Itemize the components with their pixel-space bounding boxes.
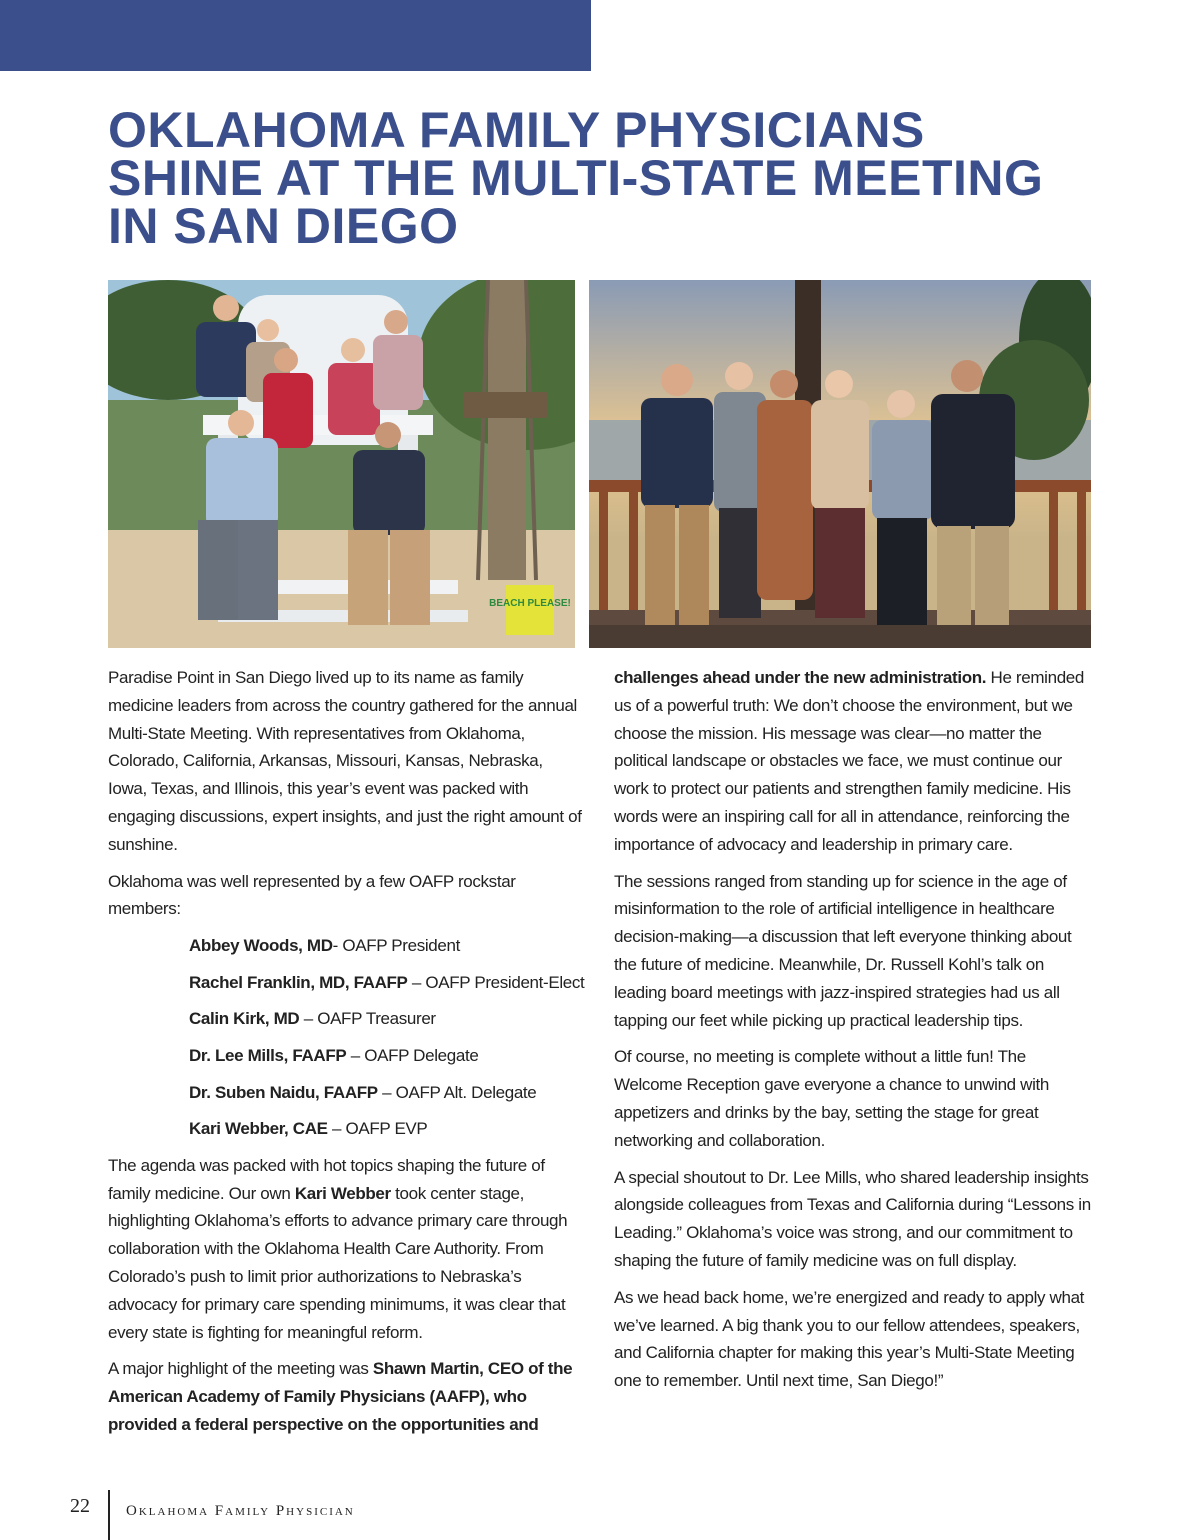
paragraph-reception: Of course, no meeting is complete without a little fun! The Welcome Reception gave everyone a chance to unwind with appetizers and drinks by the bay, setting the stage for great networking and collaboration.	[614, 1047, 1049, 1150]
list-item	[189, 932, 586, 960]
paragraph-highlight-start	[108, 1355, 586, 1438]
list-item	[189, 1005, 586, 1033]
member-role: – OAFP President-Elect	[407, 972, 585, 992]
title-line-1: OKLAHOMA FAMILY PHYSICIANS	[108, 102, 925, 158]
beach-chair-illustration	[108, 280, 575, 648]
list-item	[189, 1079, 586, 1107]
agenda-text-a: The agenda was packed with hot topics shaping the future of family medicine. Our own	[108, 1155, 545, 1203]
sunset-deck-illustration	[589, 280, 1091, 648]
title-line-2: SHINE AT THE MULTI-STATE MEETING	[108, 150, 1044, 206]
article-title	[108, 102, 1044, 254]
footer-divider	[108, 1490, 110, 1540]
member-name: Dr. Lee Mills, FAAFP	[189, 1045, 347, 1065]
group-photo-sunset-deck	[589, 280, 1091, 648]
paragraph-sessions: The sessions ranged from standing up for science in the age of misinformation to the role of artificial intelligence in healthcare decision-making—a discussion that left everyone thinking about the future of medicine. Meanwhile, Dr. Russell Kohl’s talk on leading board meetings with jazz-inspired strategies had us all tapping our feet while picking up practical leadership tips.	[614, 871, 1072, 1030]
member-name: Kari Webber, CAE	[189, 1119, 328, 1139]
beach-please-sign: BEACH PLEASE!	[489, 598, 571, 609]
list-item	[189, 1042, 586, 1070]
member-list	[108, 932, 586, 1143]
member-role: – OAFP Alt. Delegate	[377, 1082, 537, 1102]
page-number: 22	[70, 1495, 90, 1517]
highlight-text-a: A major highlight of the meeting was	[108, 1359, 373, 1379]
member-role: – OAFP Delegate	[346, 1045, 479, 1065]
title-line-3: IN SAN DIEGO	[108, 198, 459, 254]
paragraph-agenda	[108, 1152, 586, 1347]
member-role: – OAFP EVP	[327, 1119, 428, 1139]
list-item	[189, 1115, 586, 1143]
member-name: Calin Kirk, MD	[189, 1009, 300, 1029]
member-name: Abbey Woods, MD	[189, 936, 333, 956]
magazine-name: Oklahoma Family Physician	[126, 1503, 355, 1519]
member-name: Dr. Suben Naidu, FAAFP	[189, 1082, 378, 1102]
agenda-text-c: took center stage, highlighting Oklahoma’s efforts to advance primary care through collaboration with the Oklahoma Health Care Authority. From Colorado’s push to limit prior authorizations to Nebraska’s advocacy for primary care spending minimums, it was clear that every state is fighting for meaningful reform.	[108, 1183, 568, 1342]
agenda-name-bold: Kari Webber	[294, 1183, 391, 1203]
article-column-left	[108, 664, 586, 1448]
list-item	[189, 969, 586, 997]
highlight-text-c: He reminded us of a powerful truth: We don’t choose the environment, but we choose the mission. His message was clear—no matter the political landscape or obstacles we face, we must continue our work to protect our patients and strengthen family medicine. His words were an inspiring call for all in attendance, reinforcing the importance of advocacy and leadership in primary care.	[614, 668, 1085, 854]
article-column-right	[614, 664, 1094, 1404]
highlight-bold-right: challenges ahead under the new administration.	[614, 668, 987, 687]
paragraph-highlight-continued	[614, 664, 1094, 859]
group-photo-beach-chair	[108, 280, 575, 648]
paragraph-intro: Paradise Point in San Diego lived up to its name as family medicine leaders from across the country gathered for the annual Multi-State Meeting. With representatives from Oklahoma, Colorado, California, Arkansas, Missouri, Kansas, Nebraska, Iowa, Texas, and Illinois, this year’s event was packed with engaging discussions, expert insights, and just the right amount of sunshine.	[108, 668, 582, 854]
paragraph-closing: As we head back home, we’re energized and ready to apply what we’ve learned. A big thank you to our fellow attendees, speakers, and California chapter for making this year’s Multi-State Meeting one to remember. Until next time, San Diego!”	[614, 1287, 1085, 1391]
member-role: – OAFP Treasurer	[299, 1009, 436, 1029]
paragraph-shoutout: A special shoutout to Dr. Lee Mills, who shared leadership insights alongside colleagues from Texas and California during “Lessons in Leading.” Oklahoma’s voice was strong, and our commitment to shaping the future of family medicine was on full display.	[614, 1167, 1091, 1270]
header-accent-bar	[0, 0, 591, 71]
paragraph-members-intro: Oklahoma was well represented by a few OAFP rockstar members:	[108, 871, 516, 919]
member-role: - OAFP President	[332, 936, 460, 956]
highlight-bold-left: Shawn Martin, CEO of the American Academy of Family Physicians (AAFP), who provided a federal perspective on the opportunities and	[108, 1359, 573, 1434]
member-name: Rachel Franklin, MD, FAAFP	[189, 972, 408, 992]
